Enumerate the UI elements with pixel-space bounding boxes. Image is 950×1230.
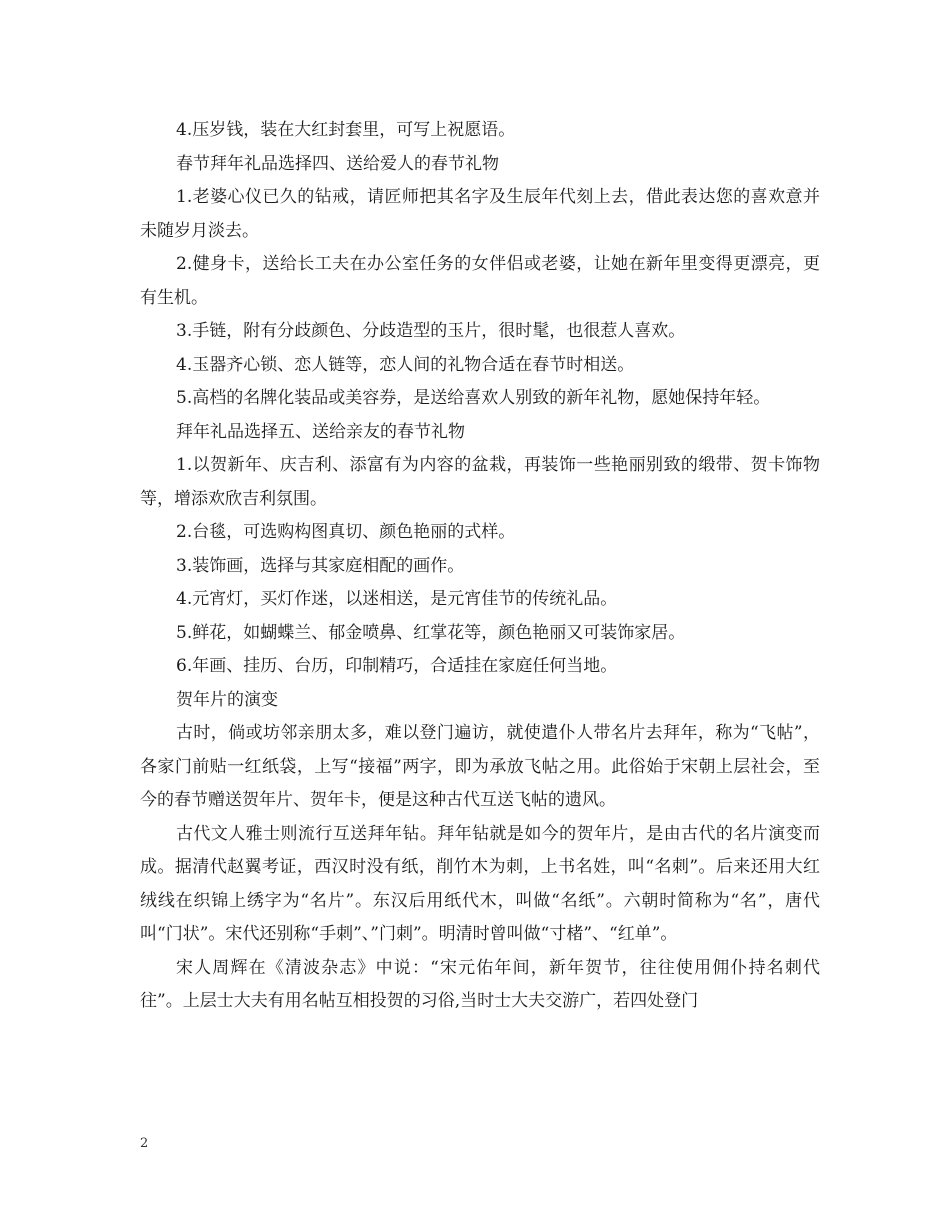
paragraph: 5.高档的名牌化装品或美容券，是送给喜欢人别致的新年礼物，愿她保持年轻。 bbox=[176, 388, 771, 408]
paragraph: 古代文人雅士则流行互送拜年钻。拜年钻就是如今的贺年片，是由古代的名片演变而成。据清代赵翼考证，西汉时没有纸，削竹木为刺，上书名姓，叫“名刺”。后来还用大红绒线在织锦上绣字为“名片”。东汉后用纸代木，叫做“名纸”。六朝时简称为“名”，唐代叫“门状”。宋代还别称“手刺”、”门刺”。明清时曾叫做“寸楮”、“红单”。 bbox=[140, 823, 820, 944]
paragraph: 3.手链，附有分歧颜色、分歧造型的玉片，很时髦，也很惹人喜欢。 bbox=[176, 321, 686, 341]
paragraph: 2.台毯，可选购构图真切、颜色艳丽的式样。 bbox=[176, 522, 516, 542]
paragraph: 2.健身卡，送给长工夫在办公室任务的女伴侣或老婆，让她在新年里变得更漂亮，更有生机。 bbox=[140, 254, 820, 308]
section-heading: 拜年礼品选择五、送给亲友的春节礼物 bbox=[176, 421, 465, 442]
paragraph: 古时，倘或坊邻亲朋太多，难以登门遍访，就使遣仆人带名片去拜年，称为“飞帖”，各家门前贴一红纸袋，上写“接福”两字，即为承放飞帖之用。此俗始于宋朝上层社会，至今的春节赠送贺年片、贺年卡，便是这种古代互送飞帖的遗风。 bbox=[140, 723, 820, 810]
paragraph: 4.压岁钱，装在大红封套里，可写上祝愿语。 bbox=[176, 120, 516, 140]
paragraph: 6.年画、挂历、台历，印制精巧，合适挂在家庭任何当地。 bbox=[176, 656, 618, 676]
paragraph: 4.元宵灯，买灯作迷，以迷相送，是元宵佳节的传统礼品。 bbox=[176, 589, 618, 609]
paragraph: 1.以贺新年、庆吉利、添富有为内容的盆栽，再装饰一些艳丽别致的缎带、贺卡饰物等，增添欢欣吉利氛围。 bbox=[140, 455, 820, 509]
paragraph: 3.装饰画，选择与其家庭相配的画作。 bbox=[176, 555, 465, 576]
document-body bbox=[140, 114, 820, 1019]
paragraph: 1.老婆心仪已久的钻戒，请匠师把其名字及生辰年代刻上去，借此表达您的喜欢意并未随岁月淡去。 bbox=[140, 187, 820, 241]
page-number: 2 bbox=[140, 1136, 149, 1151]
paragraph: 5.鲜花，如蝴蝶兰、郁金喷鼻、红掌花等，颜色艳丽又可装饰家居。 bbox=[176, 622, 686, 643]
paragraph: 宋人周辉在《清波杂志》中说：“宋元佑年间，新年贺节，往往使用佣仆持名刺代往”。上层士大夫有用名帖互相投贺的习俗,当时士大夫交游广，若四处登门 bbox=[140, 957, 820, 1011]
section-heading: 春节拜年礼品选择四、送给爱人的春节礼物 bbox=[176, 153, 499, 174]
paragraph: 4.玉器齐心锁、恋人链等，恋人间的礼物合适在春节时相送。 bbox=[176, 354, 635, 375]
section-heading: 贺年片的演变 bbox=[176, 689, 278, 710]
